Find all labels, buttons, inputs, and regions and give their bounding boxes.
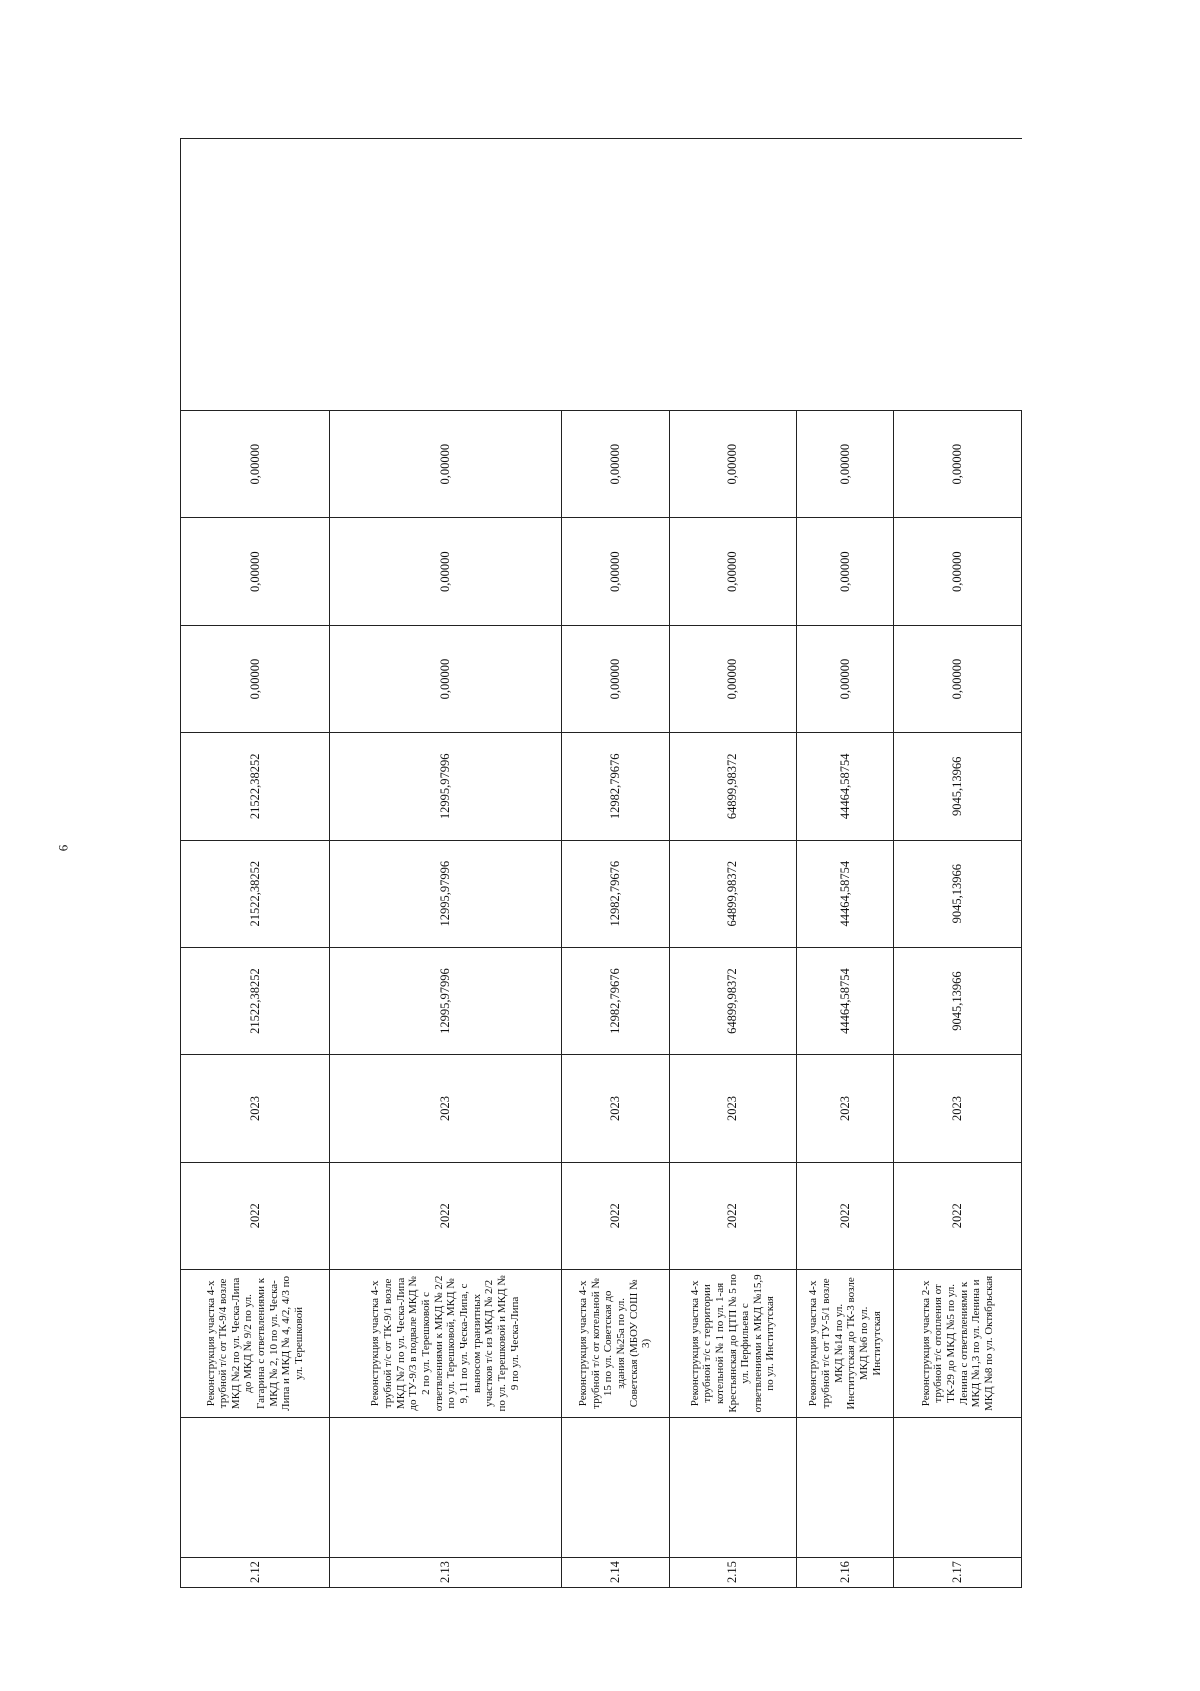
value-6: 0,00000 (797, 411, 894, 518)
value-5: 0,00000 (181, 518, 330, 625)
table-row (561, 411, 669, 1588)
row-description: Реконструкция участка 4-х трубной т/с от ТК-9/4 возле МКД №2 по ул. Ческа-Липа до МКД № 9/2 по ул. Гагарина с ответвлениями к МКД № 2, 10 по ул. Ческа-Липа и МКД № 4, 4/2, 4/3 по ул. Терешковой (181, 1269, 330, 1417)
blank-cell (330, 1417, 561, 1557)
row-description: Реконструкция участка 4-х трубной т/с от ТК-9/1 возле МКД №7 по ул. Ческа-Липа до ТУ-9/3 в подвале МКД № 2 по ул. Терешковой с ответвлениями к МКД № 2/2 по ул. Терешковой, МКД № 9, 11 по ул. Ческа-Липа, с выносом транзитных участков т/с из МКД № 2/2 по ул. Терешковой и МКД № 9 по ул. Ческа-Липа (330, 1269, 561, 1417)
row-description: Реконструкция участка 4-х трубной т/с от ТУ-5/1 возле МКД №14 по ул. Институтская до ТК-3 возле МКД №6 по ул. Институтская (797, 1269, 894, 1417)
value-2: 9045,13966 (894, 840, 1022, 947)
value-total: 12995,97996 (330, 947, 561, 1054)
start-year: 2022 (330, 1162, 561, 1269)
row-number: 2.14 (561, 1557, 669, 1587)
value-2: 21522,38252 (181, 840, 330, 947)
blank-cell (561, 1417, 669, 1557)
value-total: 12982,79676 (561, 947, 669, 1054)
value-5: 0,00000 (669, 518, 797, 625)
blank-cell (669, 1417, 797, 1557)
table-row (797, 411, 894, 1588)
value-4: 0,00000 (561, 625, 669, 732)
end-year: 2023 (669, 1055, 797, 1162)
row-number: 2.17 (894, 1557, 1022, 1587)
page-number: 6 (55, 844, 71, 852)
value-3: 12982,79676 (561, 733, 669, 840)
start-year: 2022 (181, 1162, 330, 1269)
blank-cell (894, 1417, 1022, 1557)
value-4: 0,00000 (181, 625, 330, 732)
end-year: 2023 (181, 1055, 330, 1162)
table-row (669, 411, 797, 1588)
row-number: 2.16 (797, 1557, 894, 1587)
value-4: 0,00000 (797, 625, 894, 732)
start-year: 2022 (797, 1162, 894, 1269)
row-description: Реконструкция участка 2-х трубной т/с отопления от ТК-29 до МКД №5 по ул. Ленина с ответвлениями к МКД №1,3 по ул. Ленина и МКД №8 по ул. Октябрьская (894, 1269, 1022, 1417)
row-description: Реконструкция участка 4-х трубной т/с с территории котельной № 1 по ул. 1-ая Крестьянская до ЦТП № 5 по ул. Перфильева с ответвлениями к МКД №15,9 по ул. Институтская (669, 1269, 797, 1417)
row-number: 2.13 (330, 1557, 561, 1587)
value-4: 0,00000 (669, 625, 797, 732)
start-year: 2022 (669, 1162, 797, 1269)
end-year: 2023 (797, 1055, 894, 1162)
value-2: 12995,97996 (330, 840, 561, 947)
investment-table (180, 410, 1022, 1588)
row-description: Реконструкция участка 4-х трубной т/с от котельной № 15 по ул. Советская до здания №25а по ул. Советская (МБОУ СОШ № 3) (561, 1269, 669, 1417)
table-left-border (180, 138, 181, 410)
end-year: 2023 (330, 1055, 561, 1162)
value-5: 0,00000 (330, 518, 561, 625)
row-number: 2.15 (669, 1557, 797, 1587)
value-3: 9045,13966 (894, 733, 1022, 840)
value-2: 64899,98372 (669, 840, 797, 947)
value-6: 0,00000 (561, 411, 669, 518)
table-top-border (180, 138, 1022, 139)
value-3: 12995,97996 (330, 733, 561, 840)
table-row (330, 411, 561, 1588)
rotated-table-area (180, 410, 1022, 1588)
value-4: 0,00000 (894, 625, 1022, 732)
table-row (181, 411, 330, 1588)
value-3: 64899,98372 (669, 733, 797, 840)
row-number: 2.12 (181, 1557, 330, 1587)
value-5: 0,00000 (797, 518, 894, 625)
blank-cell (181, 1417, 330, 1557)
table-row (894, 411, 1022, 1588)
value-6: 0,00000 (330, 411, 561, 518)
value-6: 0,00000 (894, 411, 1022, 518)
value-5: 0,00000 (894, 518, 1022, 625)
value-2: 44464,58754 (797, 840, 894, 947)
value-3: 44464,58754 (797, 733, 894, 840)
blank-cell (797, 1417, 894, 1557)
start-year: 2022 (561, 1162, 669, 1269)
value-4: 0,00000 (330, 625, 561, 732)
value-3: 21522,38252 (181, 733, 330, 840)
rotated-table (180, 410, 1022, 1588)
value-2: 12982,79676 (561, 840, 669, 947)
value-total: 44464,58754 (797, 947, 894, 1054)
start-year: 2022 (894, 1162, 1022, 1269)
value-total: 9045,13966 (894, 947, 1022, 1054)
value-5: 0,00000 (561, 518, 669, 625)
value-total: 21522,38252 (181, 947, 330, 1054)
value-total: 64899,98372 (669, 947, 797, 1054)
end-year: 2023 (561, 1055, 669, 1162)
end-year: 2023 (894, 1055, 1022, 1162)
value-6: 0,00000 (669, 411, 797, 518)
value-6: 0,00000 (181, 411, 330, 518)
